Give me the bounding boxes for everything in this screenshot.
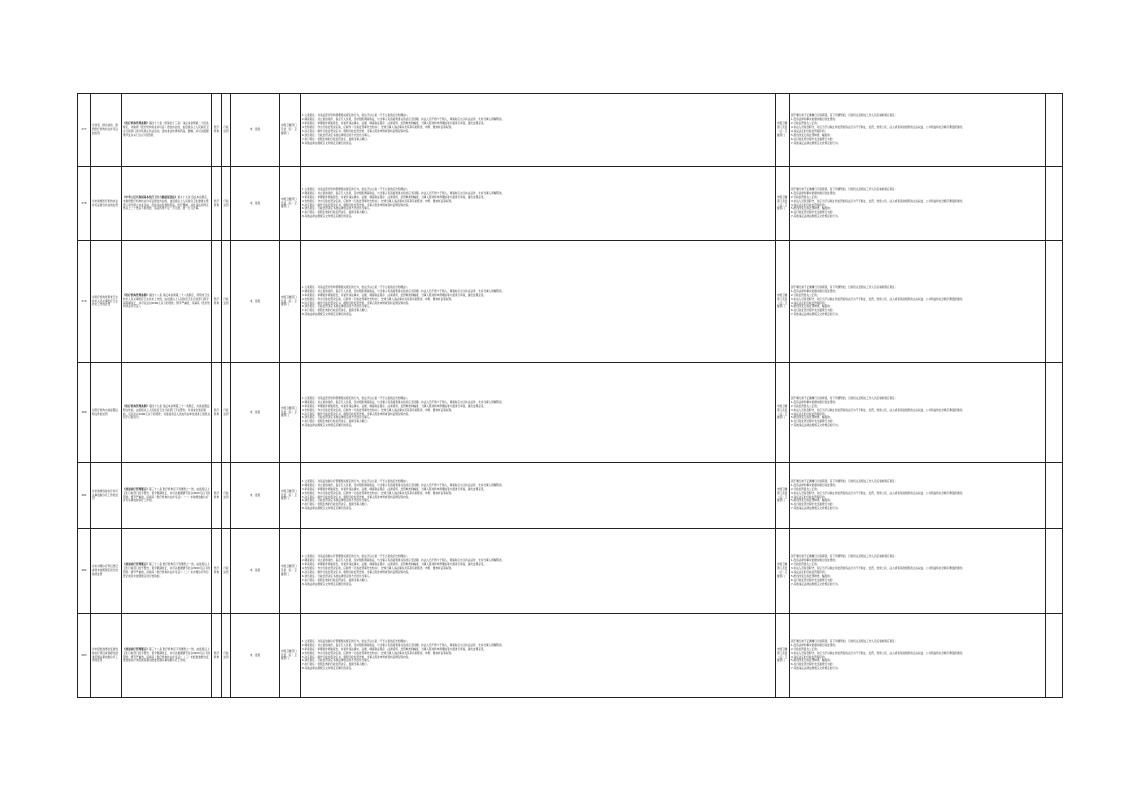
row-seq-number: 283 xyxy=(78,614,91,698)
duty-line: 5.决定责任：制作行政处罚决定书，载明行政处罚告知、当事人陈述申辩或者听证情况等内容。 xyxy=(302,655,411,659)
legal-basis-title: 《放射诊疗管理规定》 xyxy=(123,647,149,651)
accountability-cell xyxy=(790,614,1046,698)
implementing-level: 市、县级 xyxy=(231,614,280,698)
power-type: 行政处罚 xyxy=(222,529,231,614)
duty-line: 2.调查责任：对立案的案件，指定专人负责，及时组织调查取证，与当事人有直接利害关系的应当回避。执法人员不得少于两人，调查时应出示执法证件，允许当事人辩解陈述。 xyxy=(302,559,505,563)
implementing-subject: 市级卫健部门及县（区）卫健部门 xyxy=(280,241,301,363)
accountability-line: 1.没有法律和事实依据实施行政处罚的； xyxy=(791,483,838,487)
duty-line: 8.其他法律法规规章文件规定应履行的责任。 xyxy=(302,313,354,317)
implementing-level: 市、县级 xyxy=(231,241,280,363)
accountability-line: 因不履行或不正确履行行政职责，有下列情形的，行政机关及相关工作人员应承担相应责任： xyxy=(791,639,898,643)
accountability-cell xyxy=(790,167,1046,241)
power-item-name: 对未办理诊疗科目登记或者未按照规定进行校验的处罚 xyxy=(91,529,122,614)
legal-basis-cell xyxy=(122,529,212,614)
accountability-line: 4.违反法定的行政处罚程序的； xyxy=(791,412,828,416)
legal-basis-cell xyxy=(122,463,212,529)
table-row xyxy=(78,529,1063,614)
duty-line: 2.调查责任：对立案的案件，指定专人负责，及时组织调查取证，与当事人有直接利害关系的应当回避。执法人员不得少于两人，调查时应出示执法证件，允许当事人辩解陈述。 xyxy=(302,400,505,404)
duty-line: 6.送达责任：行政处罚决定书按法律规定的方式送达当事人。 xyxy=(302,305,372,309)
row-seq-number: 277 xyxy=(78,94,91,167)
implementing-subject: 市级卫健部门及县（区）卫健部门 xyxy=(280,529,301,614)
duty-line: 4.告知责任：作出行政处罚决定前，应制作《行政处罚事先告知书》，告知当事人违法事实及其享有的陈述、申辩、要求听证等权利。 xyxy=(302,408,454,412)
accountability-cell xyxy=(790,94,1046,167)
duty-line: 7.执行责任：依照生效的行政处罚决定，监督当事人履行。 xyxy=(302,503,370,507)
accountability-line: 2.行政处罚显失公正的； xyxy=(791,647,820,651)
remarks-cell xyxy=(1046,614,1063,698)
duty-line: 8.其他法律法规规章文件规定应履行的责任。 xyxy=(302,424,354,428)
legal-basis-text: 第九十九条 违反本法规定，未取得医疗机构执业许可证擅自执业的，由县级以上人民政府卫生健康主管部门责令停止执业活动，没收违法所得和药品、医疗器械，并处违法所得五倍以上二十倍以下的罚款，违法所得不足一万元的，按一万元计算。 xyxy=(123,195,210,211)
responsible-subject: 市级卫健部门及县（区）卫健部门 xyxy=(776,241,790,363)
accountability-line: 因不履行或不正确履行行政职责，有下列情形的，行政机关及相关工作人员应承担相应责任： xyxy=(791,396,898,400)
implementing-object: 医疗机构 xyxy=(212,463,222,529)
accountability-cell xyxy=(790,529,1046,614)
accountability-line: 6.在行政处罚过程中发生腐败行为的； xyxy=(791,137,835,141)
implementing-subject: 市级卫健部门及县（区）卫健部门 xyxy=(280,614,301,698)
accountability-line: 3.执法人员玩忽职守，对应当予以制止和处罚的违法行为不予制止、处罚，致使公民、法人或者其他组织的合法权益、公共利益和社会秩序遭受损害的； xyxy=(791,408,965,412)
accountability-line: 3.执法人员玩忽职守，对应当予以制止和处罚的违法行为不予制止、处罚，致使公民、法人或者其他组织的合法权益、公共利益和社会秩序遭受损害的； xyxy=(791,651,965,655)
accountability-line: 1.没有法律和事实依据实施行政处罚的； xyxy=(791,400,838,404)
duty-line: 2.调查责任：对立案的案件，指定专人负责，及时组织调查取证，与当事人有直接利害关系的应当回避。执法人员不得少于两人，调查时应出示执法证件，允许当事人辩解陈述。 xyxy=(302,289,505,293)
legal-basis-text: 第四十九条 违反本条例第三十一条规定，出具虚假证明文件的，由县级以上人民政府卫生行政部门予以警告；对造成危害后果的，可以处以1000元以下的罚款；对直接责任人员由所在单位或者上级机关给予行政处分。 xyxy=(123,404,211,420)
accountability-line: 4.违反法定的行政处罚程序的； xyxy=(791,301,828,305)
implementing-object: 医疗机构 xyxy=(212,94,222,167)
accountability-line: 1.没有法律和事实依据实施行政处罚的； xyxy=(791,643,838,647)
duty-line: 5.决定责任：制作行政处罚决定书，载明行政处罚告知、当事人陈述申辩或者听证情况等内容。 xyxy=(302,571,411,574)
accountability-line: 3.执法人员玩忽职守，对应当予以制止和处罚的违法行为不予制止、处罚，致使公民、法人或者其他组织的合法权益、公共利益和社会秩序遭受损害的； xyxy=(791,567,965,571)
accountability-line: 4.违反法定的行政处罚程序的； xyxy=(791,495,828,499)
implementing-level: 市、县级 xyxy=(231,529,280,614)
duty-list-cell xyxy=(301,94,776,167)
implementing-level: 市、县级 xyxy=(231,463,280,529)
duty-line: 8.其他法律法规规章文件规定应履行的责任。 xyxy=(302,141,354,145)
table-body xyxy=(78,94,1063,698)
accountability-line: 3.执法人员玩忽职守，对应当予以制止和处罚的违法行为不予制止、处罚，致使公民、法人或者其他组织的合法权益、公共利益和社会秩序遭受损害的； xyxy=(791,491,965,495)
accountability-line: 6.在行政处罚过程中发生腐败行为的； xyxy=(791,663,835,667)
duty-line: 6.送达责任：行政处罚决定书按法律规定的方式送达当事人。 xyxy=(302,574,372,578)
duty-list-cell xyxy=(301,614,776,698)
responsible-subject: 市级卫健部门及县（区）卫健部门 xyxy=(776,614,790,698)
accountability-line: 5.擅自改变行政处罚种类、幅度的； xyxy=(791,499,833,503)
remarks-cell xyxy=(1046,241,1063,363)
remarks-cell xyxy=(1046,167,1063,241)
accountability-line: 1.没有法律和事实依据实施行政处罚的； xyxy=(791,118,838,122)
remarks-cell xyxy=(1046,363,1063,463)
implementing-level: 市、县级 xyxy=(231,167,280,241)
accountability-line: 1.没有法律和事实依据实施行政处罚的； xyxy=(791,191,838,195)
duty-line: 5.决定责任：制作行政处罚决定书，载明行政处罚告知、当事人陈述申辩或者听证情况等内容。 xyxy=(302,203,411,207)
accountability-line: 4.违反法定的行政处罚程序的； xyxy=(791,203,828,207)
duty-line: 3.审查责任：审理案件调查报告，对案件违法事实、证据、调查取证程序、法律适用、处罚种类和幅度、当事人陈述和申辩理由等方面进行审查，提出处理意见。 xyxy=(302,487,487,491)
duty-line: 4.告知责任：作出行政处罚决定前，应制作《行政处罚事先告知书》，告知当事人违法事实及其享有的陈述、申辩、要求听证等权利。 xyxy=(302,199,454,203)
accountability-line: 5.擅自改变行政处罚种类、幅度的； xyxy=(791,574,833,578)
accountability-line: 5.擅自改变行政处罚种类、幅度的； xyxy=(791,305,833,309)
duty-line: 8.其他法律法规规章文件规定应履行的责任。 xyxy=(302,667,354,671)
duty-list-cell xyxy=(301,241,776,363)
power-item-name: 对医疗机构使用非卫生技术人员从事医疗卫生技术工作的处罚 xyxy=(91,241,122,363)
legal-basis-text: 第三十八条 医疗机构有下列情形之一的，由县级以上卫生行政部门给予警告、责令限期改正，并可以根据情节处以3000元以下的罚款；情节严重的，吊销其《医疗机构执业许可证》：（三）未经批准擅自变更放射诊疗项目或者超出批准范围从事放射诊疗工作的。 xyxy=(123,647,211,663)
duty-line: 7.执行责任：依照生效的行政处罚决定，监督当事人履行。 xyxy=(302,578,370,582)
accountability-line: 4.违反法定的行政处罚程序的； xyxy=(791,655,828,659)
power-item-name: 对伪造、擅自涂改、损毁医疗机构执业许可证的处罚 xyxy=(91,94,122,167)
accountability-line: 7.其他违反法律法规规章文件规定的行为。 xyxy=(791,424,841,428)
power-type: 行政处罚 xyxy=(222,363,231,463)
power-list-table xyxy=(77,93,1063,698)
accountability-line: 7.其他违反法律法规规章文件规定的行为。 xyxy=(791,667,841,671)
responsible-subject: 市级卫健部门及县（区）卫健部门 xyxy=(776,463,790,529)
duty-line: 3.审查责任：审理案件调查报告，对案件违法事实、证据、调查取证程序、法律适用、处罚种类和幅度、当事人陈述和申辩理由等方面进行审查，提出处理意见。 xyxy=(302,122,487,126)
legal-basis-title: 《医疗机构管理条例》 xyxy=(123,293,149,297)
duty-line: 7.执行责任：依照生效的行政处罚决定，监督当事人履行。 xyxy=(302,309,370,313)
duty-line: 1.立案责任：对违反医疗机构管理相关规定的行为，依法予以立案（不予立案的应告知理由）。 xyxy=(302,396,410,400)
accountability-line: 6.在行政处罚过程中发生腐败行为的； xyxy=(791,211,835,215)
duty-line: 1.立案责任：对违反放射诊疗管理相关规定的行为，依法予以立案（不予立案的应告知理由）。 xyxy=(302,639,410,643)
duty-line: 4.告知责任：作出行政处罚决定前，应制作《行政处罚事先告知书》，告知当事人违法事实及其享有的陈述、申辩、要求听证等权利。 xyxy=(302,651,454,655)
accountability-cell xyxy=(790,241,1046,363)
duty-line: 4.告知责任：作出行政处罚决定前，应制作《行政处罚事先告知书》，告知当事人违法事实及其享有的陈述、申辩、要求听证等权利。 xyxy=(302,567,454,571)
implementing-object: 医疗机构 xyxy=(212,614,222,698)
legal-basis-title: 《医疗机构管理条例》 xyxy=(123,122,149,126)
accountability-line: 4.违反法定的行政处罚程序的； xyxy=(791,571,828,574)
accountability-line: 因不履行或不正确履行行政职责，有下列情形的，行政机关及相关工作人员应承担相应责任： xyxy=(791,114,898,118)
duty-line: 7.执行责任：依照生效的行政处罚决定，监督当事人履行。 xyxy=(302,420,370,424)
duty-line: 3.审查责任：审理案件调查报告，对案件违法事实、证据、调查取证程序、法律适用、处罚种类和幅度、当事人陈述和申辩理由等方面进行审查，提出处理意见。 xyxy=(302,195,487,199)
legal-basis-cell xyxy=(122,241,212,363)
duty-list-cell xyxy=(301,363,776,463)
accountability-line: 因不履行或不正确履行行政职责，有下列情形的，行政机关及相关工作人员应承担相应责任： xyxy=(791,555,898,559)
duty-line: 5.决定责任：制作行政处罚决定书，载明行政处罚告知、当事人陈述申辩或者听证情况等内容。 xyxy=(302,301,411,305)
accountability-line: 2.行政处罚显失公正的； xyxy=(791,195,820,199)
table-row xyxy=(78,463,1063,529)
accountability-line: 6.在行政处罚过程中发生腐败行为的； xyxy=(791,420,835,424)
accountability-line: 1.没有法律和事实依据实施行政处罚的； xyxy=(791,559,838,563)
implementing-subject: 市级卫健部门及县（区）卫健部门 xyxy=(280,167,301,241)
implementing-level: 市、县级 xyxy=(231,94,280,167)
duty-line: 8.其他法律法规规章文件规定应履行的责任。 xyxy=(302,507,354,511)
row-seq-number: 280 xyxy=(78,363,91,463)
legal-basis-text: 第四十六条（原第四十三条）违反本条例第二十四条规定，未取得《医疗机构执业许可证》擅自执业的，由县级以上人民政府卫生行政部门责令其停止执业活动，没收非法所得和药品、器械，并可以根据情节处以1万元以下的罚款。 xyxy=(123,122,209,137)
accountability-line: 6.在行政处罚过程中发生腐败行为的； xyxy=(791,503,835,507)
accountability-line: 4.违反法定的行政处罚程序的； xyxy=(791,130,828,133)
duty-line: 2.调查责任：对立案的案件，指定专人负责，及时组织调查取证，与当事人有直接利害关系的应当回避。执法人员不得少于两人，调查时应出示执法证件，允许当事人辩解陈述。 xyxy=(302,483,505,487)
accountability-line: 7.其他违反法律法规规章文件规定的行为。 xyxy=(791,507,841,511)
legal-basis-title: 《中华人民共和国基本医疗卫生与健康促进法》 xyxy=(123,195,178,199)
duty-line: 5.决定责任：制作行政处罚决定书，载明行政处罚告知、当事人陈述申辩或者听证情况等内容。 xyxy=(302,130,411,133)
implementing-subject: 市级卫健部门及县（区）卫健部门 xyxy=(280,463,301,529)
implementing-subject: 市级卫健部门及县（区）卫健部门 xyxy=(280,94,301,167)
power-type: 行政处罚 xyxy=(222,167,231,241)
duty-line: 5.决定责任：制作行政处罚决定书，载明行政处罚告知、当事人陈述申辩或者听证情况等内容。 xyxy=(302,412,411,416)
duty-line: 6.送达责任：行政处罚决定书按法律规定的方式送达当事人。 xyxy=(302,416,372,420)
accountability-cell xyxy=(790,363,1046,463)
responsible-subject: 市级卫健部门及县（区）卫健部门 xyxy=(776,167,790,241)
accountability-line: 5.擅自改变行政处罚种类、幅度的； xyxy=(791,659,833,663)
legal-basis-cell xyxy=(122,94,212,167)
legal-basis-cell xyxy=(122,363,212,463)
duty-line: 2.调查责任：对立案的案件，指定专人负责，及时组织调查取证，与当事人有直接利害关系的应当回避。执法人员不得少于两人，调查时应出示执法证件，允许当事人辩解陈述。 xyxy=(302,643,505,647)
accountability-line: 因不履行或不正确履行行政职责，有下列情形的，行政机关及相关工作人员应承担相应责任： xyxy=(791,285,898,289)
duty-list-cell xyxy=(301,529,776,614)
responsible-subject: 市级卫健部门及县（区）卫健部门 xyxy=(776,363,790,463)
accountability-line: 2.行政处罚显失公正的； xyxy=(791,404,820,408)
table-row xyxy=(78,167,1063,241)
row-seq-number: 279 xyxy=(78,241,91,363)
legal-basis-cell xyxy=(122,614,212,698)
accountability-line: 7.其他违反法律法规规章文件规定的行为。 xyxy=(791,313,841,317)
accountability-line: 2.行政处罚显失公正的； xyxy=(791,293,820,297)
accountability-line: 7.其他违反法律法规规章文件规定的行为。 xyxy=(791,141,841,145)
legal-basis-text: 第三十八条 医疗机构有下列情形之一的，由县级以上卫生行政部门给予警告、责令限期改正，并可以根据情节处以3000元以下的罚款；情节严重的，吊销其《医疗机构执业许可证》：（二）未办理诊疗科目登记或者未按照规定进行校验的。 xyxy=(123,563,211,578)
duty-line: 6.送达责任：行政处罚决定书按法律规定的方式送达当事人。 xyxy=(302,133,372,137)
duty-line: 2.调查责任：对立案的案件，指定专人负责，及时组织调查取证，与当事人有直接利害关系的应当回避。执法人员不得少于两人，调查时应出示执法证件，允许当事人辩解陈述。 xyxy=(302,118,505,122)
duty-line: 4.告知责任：作出行政处罚决定前，应制作《行政处罚事先告知书》，告知当事人违法事实及其享有的陈述、申辩、要求听证等权利。 xyxy=(302,126,454,130)
accountability-line: 6.在行政处罚过程中发生腐败行为的； xyxy=(791,309,835,313)
power-item-name: 对未取得医疗机构执业许可证擅自执业的处罚 xyxy=(91,167,122,241)
duty-line: 6.送达责任：行政处罚决定书按法律规定的方式送达当事人。 xyxy=(302,499,372,503)
table-row xyxy=(78,614,1063,698)
table-row xyxy=(78,94,1063,167)
legal-basis-title: 《放射诊疗管理规定》 xyxy=(123,487,149,491)
accountability-line: 2.行政处罚显失公正的； xyxy=(791,563,820,567)
legal-basis-title: 《医疗机构管理条例》 xyxy=(123,404,149,408)
duty-line: 1.立案责任：对违反放射诊疗管理相关规定的行为，依法予以立案（不予立案的应告知理由）。 xyxy=(302,555,410,559)
responsible-subject: 市级卫健部门及县（区）卫健部门 xyxy=(776,529,790,614)
accountability-line: 因不履行或不正确履行行政职责，有下列情形的，行政机关及相关工作人员应承担相应责任： xyxy=(791,479,898,483)
accountability-line: 5.擅自改变行政处罚种类、幅度的； xyxy=(791,207,833,211)
accountability-line: 2.行政处罚显失公正的； xyxy=(791,122,820,126)
accountability-line: 3.执法人员玩忽职守，对应当予以制止和处罚的违法行为不予制止、处罚，致使公民、法人或者其他组织的合法权益、公共利益和社会秩序遭受损害的； xyxy=(791,297,965,301)
power-item-name: 对未经批准擅自变更放射诊疗项目或者超出批准范围从事放射诊疗工作的处罚 xyxy=(91,614,122,698)
table-row xyxy=(78,363,1063,463)
row-seq-number: 278 xyxy=(78,167,91,241)
remarks-cell xyxy=(1046,94,1063,167)
duty-line: 2.调查责任：对立案的案件，指定专人负责，及时组织调查取证，与当事人有直接利害关系的应当回避。执法人员不得少于两人，调查时应出示执法证件，允许当事人辩解陈述。 xyxy=(302,191,505,195)
duty-list-cell xyxy=(301,463,776,529)
power-type: 行政处罚 xyxy=(222,94,231,167)
duty-list-cell xyxy=(301,167,776,241)
duty-line: 1.立案责任：对违反医疗机构管理相关规定的行为，依法予以立案（不予立案的应告知理由）。 xyxy=(302,187,410,191)
duty-line: 4.告知责任：作出行政处罚决定前，应制作《行政处罚事先告知书》，告知当事人违法事实及其享有的陈述、申辩、要求听证等权利。 xyxy=(302,297,454,301)
accountability-line: 5.擅自改变行政处罚种类、幅度的； xyxy=(791,416,833,420)
duty-line: 5.决定责任：制作行政处罚决定书，载明行政处罚告知、当事人陈述申辩或者听证情况等内容。 xyxy=(302,495,411,499)
accountability-line: 1.没有法律和事实依据实施行政处罚的； xyxy=(791,289,838,293)
table-row xyxy=(78,241,1063,363)
power-type: 行政处罚 xyxy=(222,241,231,363)
duty-line: 1.立案责任：对违反医疗机构管理相关规定的行为，依法予以立案（不予立案的应告知理由）。 xyxy=(302,114,410,118)
legal-basis-text: 第四十八条 违反本条例第二十八条规定，使用非卫生技术人员从事医疗卫生技术工作的，由县级以上人民政府卫生行政部门责令其限期改正，并可以处以5000元以下的罚款；情节严重的，吊销其《医疗机构执业许可证》。 xyxy=(123,293,211,309)
accountability-line: 5.擅自改变行政处罚种类、幅度的； xyxy=(791,133,833,137)
legal-basis-cell xyxy=(122,167,212,241)
row-seq-number: 281 xyxy=(78,463,91,529)
accountability-cell xyxy=(790,463,1046,529)
duty-line: 8.其他法律法规规章文件规定应履行的责任。 xyxy=(302,215,354,219)
power-item-name: 对医疗机构出具虚假证明文件的处罚 xyxy=(91,363,122,463)
power-type: 行政处罚 xyxy=(222,614,231,698)
accountability-line: 7.其他违反法律法规规章文件规定的行为。 xyxy=(791,215,841,219)
duty-line: 7.执行责任：依照生效的行政处罚决定，监督当事人履行。 xyxy=(302,137,370,141)
duty-line: 3.审查责任：审理案件调查报告，对案件违法事实、证据、调查取证程序、法律适用、处罚种类和幅度、当事人陈述和申辩理由等方面进行审查，提出处理意见。 xyxy=(302,563,487,567)
duty-line: 7.执行责任：依照生效的行政处罚决定，监督当事人履行。 xyxy=(302,663,370,667)
duty-line: 1.立案责任：对违反医疗机构管理相关规定的行为，依法予以立案（不予立案的应告知理由）。 xyxy=(302,285,410,289)
implementing-subject: 市级卫健部门及县（区）卫健部门 xyxy=(280,363,301,463)
duty-line: 3.审查责任：审理案件调查报告，对案件违法事实、证据、调查取证程序、法律适用、处罚种类和幅度、当事人陈述和申辩理由等方面进行审查，提出处理意见。 xyxy=(302,293,487,297)
duty-line: 7.执行责任：依照生效的行政处罚决定，监督当事人履行。 xyxy=(302,211,370,215)
remarks-cell xyxy=(1046,463,1063,529)
row-seq-number: 282 xyxy=(78,529,91,614)
duty-line: 3.审查责任：审理案件调查报告，对案件违法事实、证据、调查取证程序、法律适用、处罚种类和幅度、当事人陈述和申辩理由等方面进行审查，提出处理意见。 xyxy=(302,647,487,651)
accountability-line: 3.执法人员玩忽职守，对应当予以制止和处罚的违法行为不予制止、处罚，致使公民、法人或者其他组织的合法权益、公共利益和社会秩序遭受损害的； xyxy=(791,199,965,203)
power-item-name: 对未取得放射诊疗许可从事放射诊疗工作的处罚 xyxy=(91,463,122,529)
implementing-level: 市、县级 xyxy=(231,363,280,463)
implementing-object: 医疗机构 xyxy=(212,241,222,363)
duty-line: 3.审查责任：审理案件调查报告，对案件违法事实、证据、调查取证程序、法律适用、处罚种类和幅度、当事人陈述和申辩理由等方面进行审查，提出处理意见。 xyxy=(302,404,487,408)
duty-line: 6.送达责任：行政处罚决定书按法律规定的方式送达当事人。 xyxy=(302,659,372,663)
accountability-line: 2.行政处罚显失公正的； xyxy=(791,487,820,491)
accountability-line: 因不履行或不正确履行行政职责，有下列情形的，行政机关及相关工作人员应承担相应责任： xyxy=(791,187,898,191)
legal-basis-text: 第三十八条 医疗机构有下列情形之一的，由县级以上卫生行政部门给予警告、责令限期改正，并可以根据情节处以3000元以下的罚款；情节严重的，吊销其《医疗机构执业许可证》：（一）未取得放射诊疗许可从事放射诊疗工作的。 xyxy=(123,487,211,503)
implementing-object: 医疗机构 xyxy=(212,167,222,241)
remarks-cell xyxy=(1046,529,1063,614)
duty-line: 6.送达责任：行政处罚决定书按法律规定的方式送达当事人。 xyxy=(302,207,372,211)
duty-line: 8.其他法律法规规章文件规定应履行的责任。 xyxy=(302,582,354,586)
implementing-object: 医疗机构 xyxy=(212,529,222,614)
accountability-line: 6.在行政处罚过程中发生腐败行为的； xyxy=(791,578,835,582)
responsible-subject: 市级卫健部门及县（区）卫健部门 xyxy=(776,94,790,167)
duty-line: 4.告知责任：作出行政处罚决定前，应制作《行政处罚事先告知书》，告知当事人违法事实及其享有的陈述、申辩、要求听证等权利。 xyxy=(302,491,454,495)
legal-basis-title: 《放射诊疗管理规定》 xyxy=(123,563,149,567)
power-type: 行政处罚 xyxy=(222,463,231,529)
accountability-line: 3.执法人员玩忽职守，对应当予以制止和处罚的违法行为不予制止、处罚，致使公民、法人或者其他组织的合法权益、公共利益和社会秩序遭受损害的； xyxy=(791,126,965,130)
accountability-line: 7.其他违反法律法规规章文件规定的行为。 xyxy=(791,582,841,586)
duty-line: 1.立案责任：对违反放射诊疗管理相关规定的行为，依法予以立案（不予立案的应告知理由）。 xyxy=(302,479,410,483)
implementing-object: 医疗机构 xyxy=(212,363,222,463)
